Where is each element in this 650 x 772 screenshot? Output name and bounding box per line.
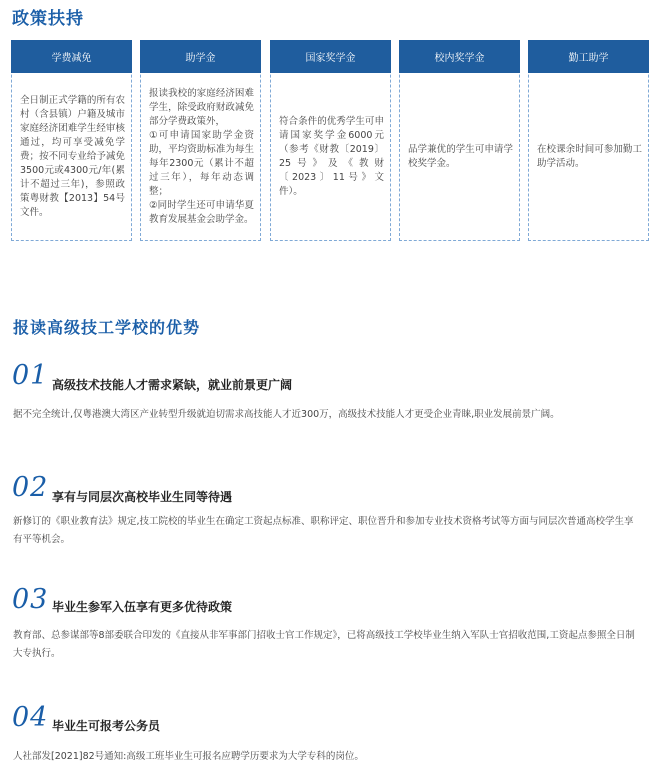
item-number: 02 bbox=[12, 472, 49, 503]
card-text: 符合条件的优秀学生可申请国家奖学金6000元（参考《财教〔2019〕25号》及《教财〔2023〕11号》文件）。 bbox=[279, 116, 384, 197]
item-text: 人社部发[2021]82号通知:高级工班毕业生可报名应聘学历要求为大学专科的岗位。 bbox=[13, 751, 364, 762]
card-header: 勤工助学 bbox=[528, 40, 649, 73]
item-heading: 高级技术技能人才需求紧缺，就业前景更广阔 bbox=[52, 378, 293, 392]
item-text: 新修订的《职业教育法》规定,技工院校的毕业生在确定工资起点标准、职称评定、职位晋升和参加专业技术资格考试等方面与同层次普通高校学生享有平等机会。 bbox=[13, 516, 634, 545]
item-number: 04 bbox=[12, 702, 49, 733]
card-header: 校内奖学金 bbox=[399, 40, 520, 73]
card-header: 国家奖学金 bbox=[270, 40, 391, 73]
item-heading: 毕业生可报考公务员 bbox=[52, 719, 161, 733]
policy-cards bbox=[11, 40, 649, 241]
card-school-scholarship bbox=[399, 40, 520, 241]
card-header: 助学金 bbox=[140, 40, 261, 73]
item-number: 03 bbox=[12, 584, 49, 615]
advantages-title: 报读高级技工学校的优势 bbox=[13, 318, 201, 337]
card-text: 品学兼优的学生可申请学校奖学金。 bbox=[408, 144, 513, 169]
item-number: 01 bbox=[12, 360, 49, 391]
card-grant bbox=[140, 40, 261, 241]
card-text: 在校课余时间可参加勤工助学活动。 bbox=[537, 144, 642, 169]
card-tuition-reduction bbox=[11, 40, 132, 241]
item-text: 教育部、总参谋部等8部委联合印发的《直接从非军事部门招收士官工作规定》，已将高级技工学校毕业生纳入军队士官招收范围,工资起点参照全日制大专执行。 bbox=[13, 630, 635, 659]
item-heading: 毕业生参军入伍享有更多优待政策 bbox=[52, 600, 233, 614]
card-text: ①可申请国家助学金资助，平均资助标准为每生每年2300元（累计不超过三年），每年动态调整； bbox=[149, 130, 254, 197]
card-text: 全日制正式学籍的所有农村（含县镇）户籍及城市家庭经济团难学生经审核通过，均可享受减免学费；按不同专业给予减免3500元或4300元/年(累计不超过三年)，参照政策粤财教【2013】54号文件。 bbox=[20, 95, 125, 218]
card-header: 学费减免 bbox=[11, 40, 132, 73]
item-heading: 享有与同层次高校毕业生同等待遇 bbox=[52, 490, 233, 504]
card-national-scholarship bbox=[270, 40, 391, 241]
card-text: ②同时学生还可申请华夏教育发展基金会助学金。 bbox=[149, 200, 254, 225]
policy-support-title: 政策扶持 bbox=[12, 9, 84, 29]
card-text: 报读我校的家庭经济困难学生，除受政府财政减免部分学费政策外， bbox=[149, 88, 254, 127]
card-work-study bbox=[528, 40, 649, 241]
item-text: 据不完全统计,仅粤港澳大湾区产业转型升级就迫切需求高技能人才近300万，高级技术技能人才更受企业青睐,职业发展前景广阔。 bbox=[13, 409, 560, 420]
